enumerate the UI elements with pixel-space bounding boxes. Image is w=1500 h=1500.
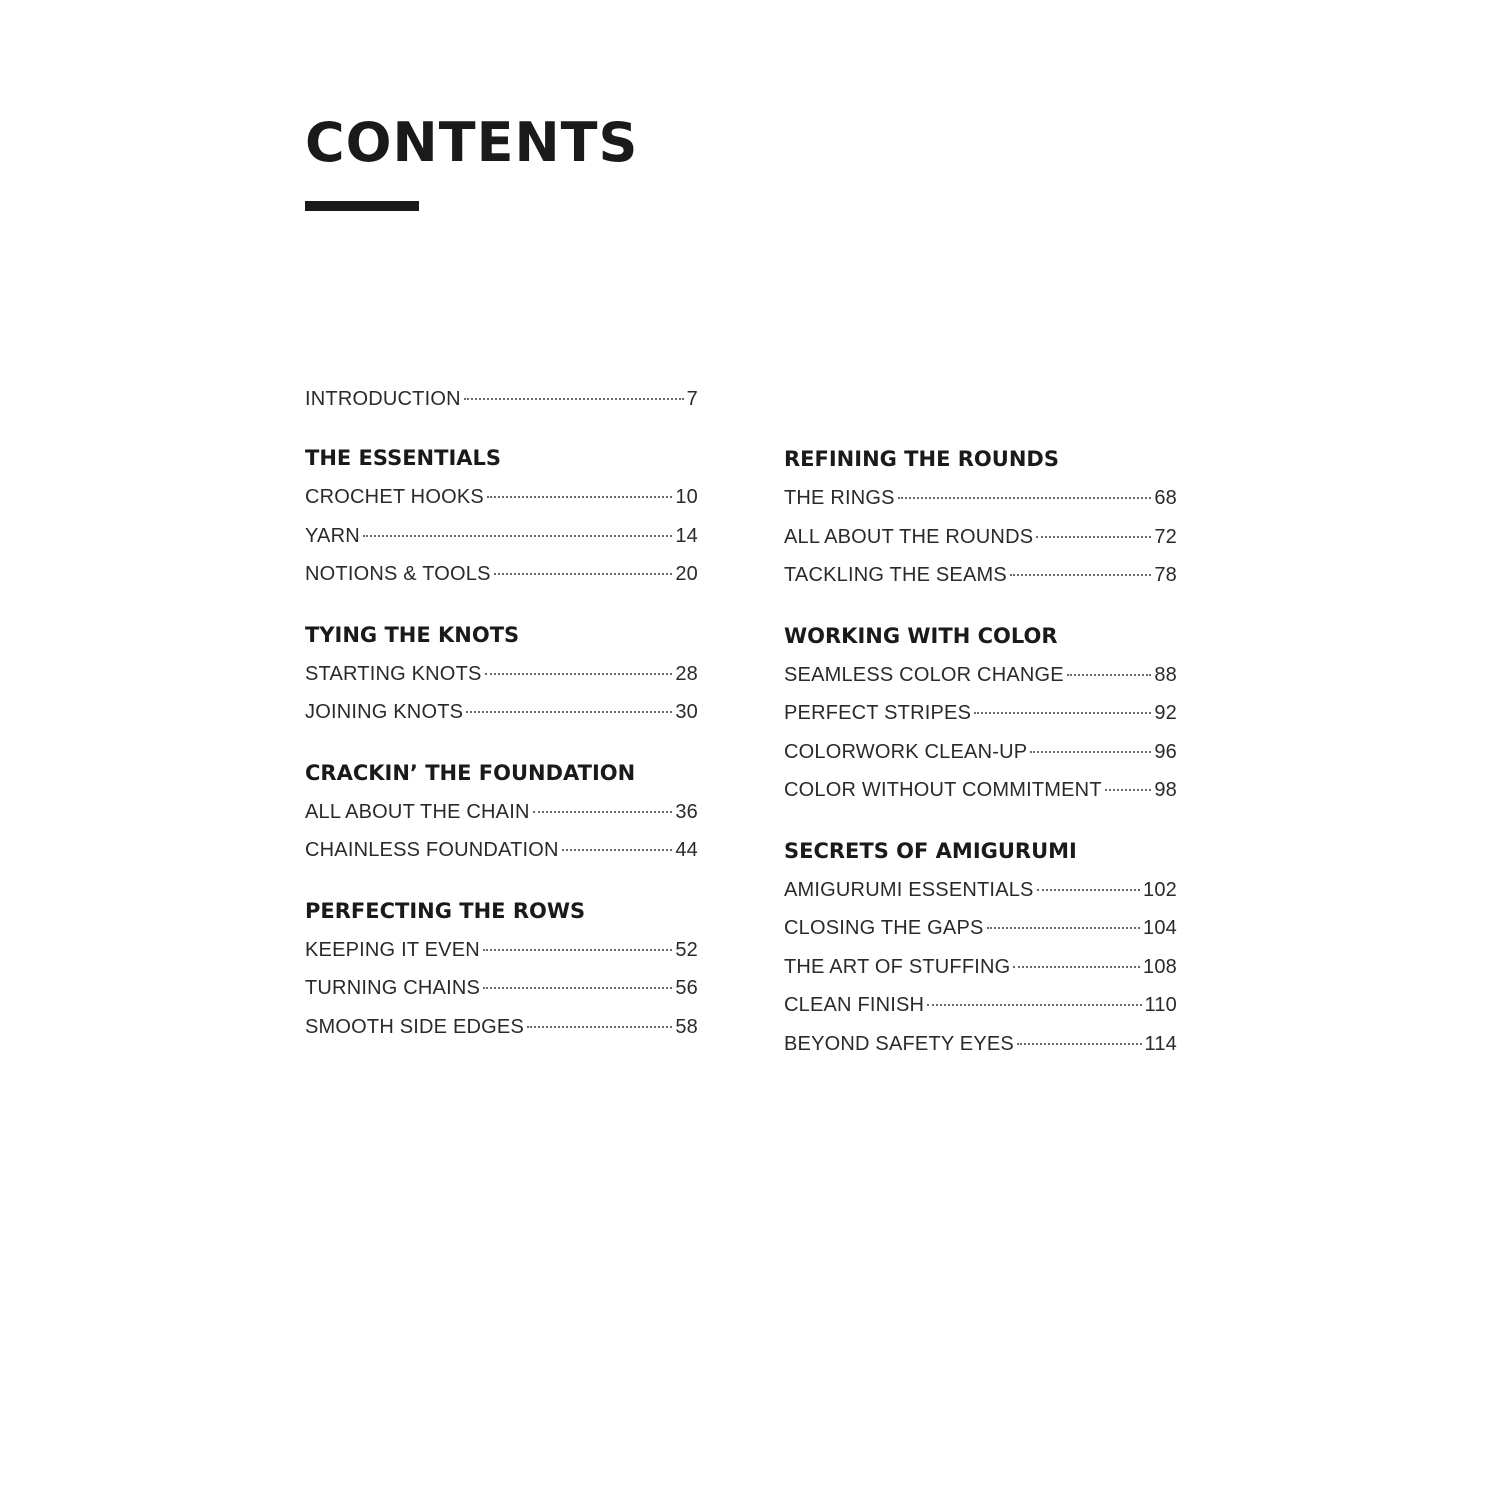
dot-leader (1105, 789, 1152, 791)
toc-entry[interactable] (784, 913, 1177, 952)
toc-entry-title: INTRODUCTION (305, 388, 461, 410)
toc-entry-title: AMIGURUMI ESSENTIALS (784, 878, 1034, 901)
toc-entry-title: NOTIONS & TOOLS (305, 563, 491, 585)
toc-entry[interactable] (784, 990, 1177, 1029)
toc-entry-title: JOINING KNOTS (305, 701, 464, 723)
title-underline-bar (305, 201, 419, 211)
section-heading: CRACKIN’ THE FOUNDATION (305, 760, 636, 785)
toc-section (305, 758, 698, 874)
dot-leader (1030, 751, 1151, 753)
toc-entry-title: YARN (305, 524, 360, 547)
section-heading: WORKING WITH COLOR (784, 623, 1058, 648)
toc-entry[interactable] (305, 659, 698, 698)
toc-entry-page: 72 (1154, 525, 1177, 548)
dot-leader (466, 711, 672, 713)
toc-entry-title: KEEPING IT EVEN (305, 938, 480, 961)
toc-entry-title: TURNING CHAINS (305, 977, 481, 999)
toc-entry[interactable] (305, 835, 698, 874)
dot-leader (1036, 536, 1151, 538)
dot-leader (527, 1026, 672, 1028)
section-heading: REFINING THE ROUNDS (784, 447, 1059, 471)
toc-entry-page: 104 (1143, 917, 1177, 939)
toc-entry-page: 88 (1154, 663, 1177, 686)
toc-entry-page: 44 (675, 839, 698, 861)
dot-leader (483, 987, 672, 989)
section-heading: SECRETS OF AMIGURUMI (784, 838, 1077, 863)
toc-entry-page: 58 (675, 1015, 698, 1038)
dot-leader (533, 811, 673, 813)
toc-entry[interactable] (305, 482, 698, 521)
toc-entry[interactable] (305, 697, 698, 736)
toc-entry[interactable] (784, 698, 1177, 737)
toc-entry-page: 78 (1154, 564, 1177, 586)
toc-entry-title: SEAMLESS COLOR CHANGE (784, 663, 1064, 686)
toc-entry-title: CLEAN FINISH (784, 994, 925, 1016)
toc-entry-title: CROCHET HOOKS (305, 486, 484, 508)
dot-leader (487, 496, 672, 498)
toc-entry[interactable] (305, 521, 698, 560)
toc-entry[interactable] (784, 952, 1177, 991)
toc-entry-page: 20 (675, 563, 698, 585)
toc-entry[interactable] (305, 935, 698, 974)
dot-leader (485, 673, 673, 675)
toc-entry-page: 92 (1154, 702, 1177, 724)
toc-entry-page: 102 (1143, 878, 1177, 901)
toc-entry-title: TACKLING THE SEAMS (784, 564, 1007, 586)
toc-entry-page: 10 (675, 486, 698, 508)
toc-entry[interactable] (784, 560, 1177, 599)
toc-entry-title: COLOR WITHOUT COMMITMENT (784, 779, 1102, 801)
toc-entry-page: 108 (1143, 955, 1177, 978)
section-heading: TYING THE KNOTS (305, 622, 520, 647)
toc-entry-page: 114 (1144, 1032, 1177, 1055)
section-heading: PERFECTING THE ROWS (305, 898, 586, 923)
dot-leader (927, 1004, 1141, 1006)
toc-column-right (784, 444, 1177, 1089)
toc-entry-title: CLOSING THE GAPS (784, 917, 984, 939)
toc-entry[interactable] (784, 875, 1177, 914)
dot-leader (974, 712, 1151, 714)
dot-leader (987, 927, 1140, 929)
toc-entry-page: 36 (675, 800, 698, 823)
toc-entry-title: ALL ABOUT THE CHAIN (305, 800, 530, 823)
toc-entry-page: 7 (686, 388, 698, 410)
toc-entry-page: 68 (1154, 487, 1177, 509)
toc-entry-title: BEYOND SAFETY EYES (784, 1032, 1014, 1055)
toc-entry-title: PERFECT STRIPES (784, 702, 972, 724)
toc-section (784, 836, 1177, 1068)
toc-entry[interactable] (784, 775, 1177, 814)
dot-leader (562, 849, 673, 851)
section-heading: THE ESSENTIALS (305, 446, 502, 470)
toc-section (784, 621, 1177, 814)
toc-entry-title: THE ART OF STUFFING (784, 955, 1011, 978)
dot-leader (1010, 574, 1151, 576)
toc-entry-title: SMOOTH SIDE EDGES (305, 1015, 524, 1038)
toc-entry-page: 28 (675, 662, 698, 685)
toc-section (784, 444, 1177, 599)
toc-entry[interactable] (305, 797, 698, 836)
toc-entry[interactable] (784, 483, 1177, 522)
page-title: CONTENTS (305, 111, 639, 174)
dot-leader (1013, 966, 1140, 968)
toc-entry-page: 96 (1154, 740, 1177, 763)
toc-entry-title: CHAINLESS FOUNDATION (305, 839, 559, 861)
toc-column-left (305, 443, 698, 1072)
dot-leader (1017, 1043, 1142, 1045)
toc-entry[interactable] (305, 973, 698, 1012)
toc-entry[interactable] (305, 1012, 698, 1051)
toc-entry[interactable] (784, 660, 1177, 699)
dot-leader (464, 398, 684, 400)
dot-leader (898, 497, 1152, 499)
dot-leader (363, 535, 672, 537)
toc-entry-introduction[interactable] (305, 384, 698, 423)
dot-leader (483, 949, 672, 951)
toc-entry-title: ALL ABOUT THE ROUNDS (784, 525, 1034, 548)
dot-leader (1067, 674, 1152, 676)
toc-entry[interactable] (784, 522, 1177, 561)
toc-entry-page: 52 (675, 938, 698, 961)
toc-section (305, 443, 698, 598)
toc-entry-page: 110 (1144, 994, 1177, 1016)
toc-entry[interactable] (784, 737, 1177, 776)
dot-leader (494, 573, 673, 575)
toc-section (305, 620, 698, 736)
toc-entry-title: THE RINGS (784, 487, 895, 509)
toc-entry-page: 30 (675, 701, 698, 723)
toc-section (305, 896, 698, 1051)
toc-entry-title: STARTING KNOTS (305, 662, 482, 685)
toc-entry-page: 98 (1154, 779, 1177, 801)
toc-entry[interactable] (784, 1029, 1177, 1068)
toc-entry-page: 56 (675, 977, 698, 999)
toc-entry-page: 14 (675, 524, 698, 547)
toc-entry[interactable] (305, 559, 698, 598)
toc-entry-title: COLORWORK CLEAN-UP (784, 740, 1028, 763)
dot-leader (1037, 889, 1140, 891)
